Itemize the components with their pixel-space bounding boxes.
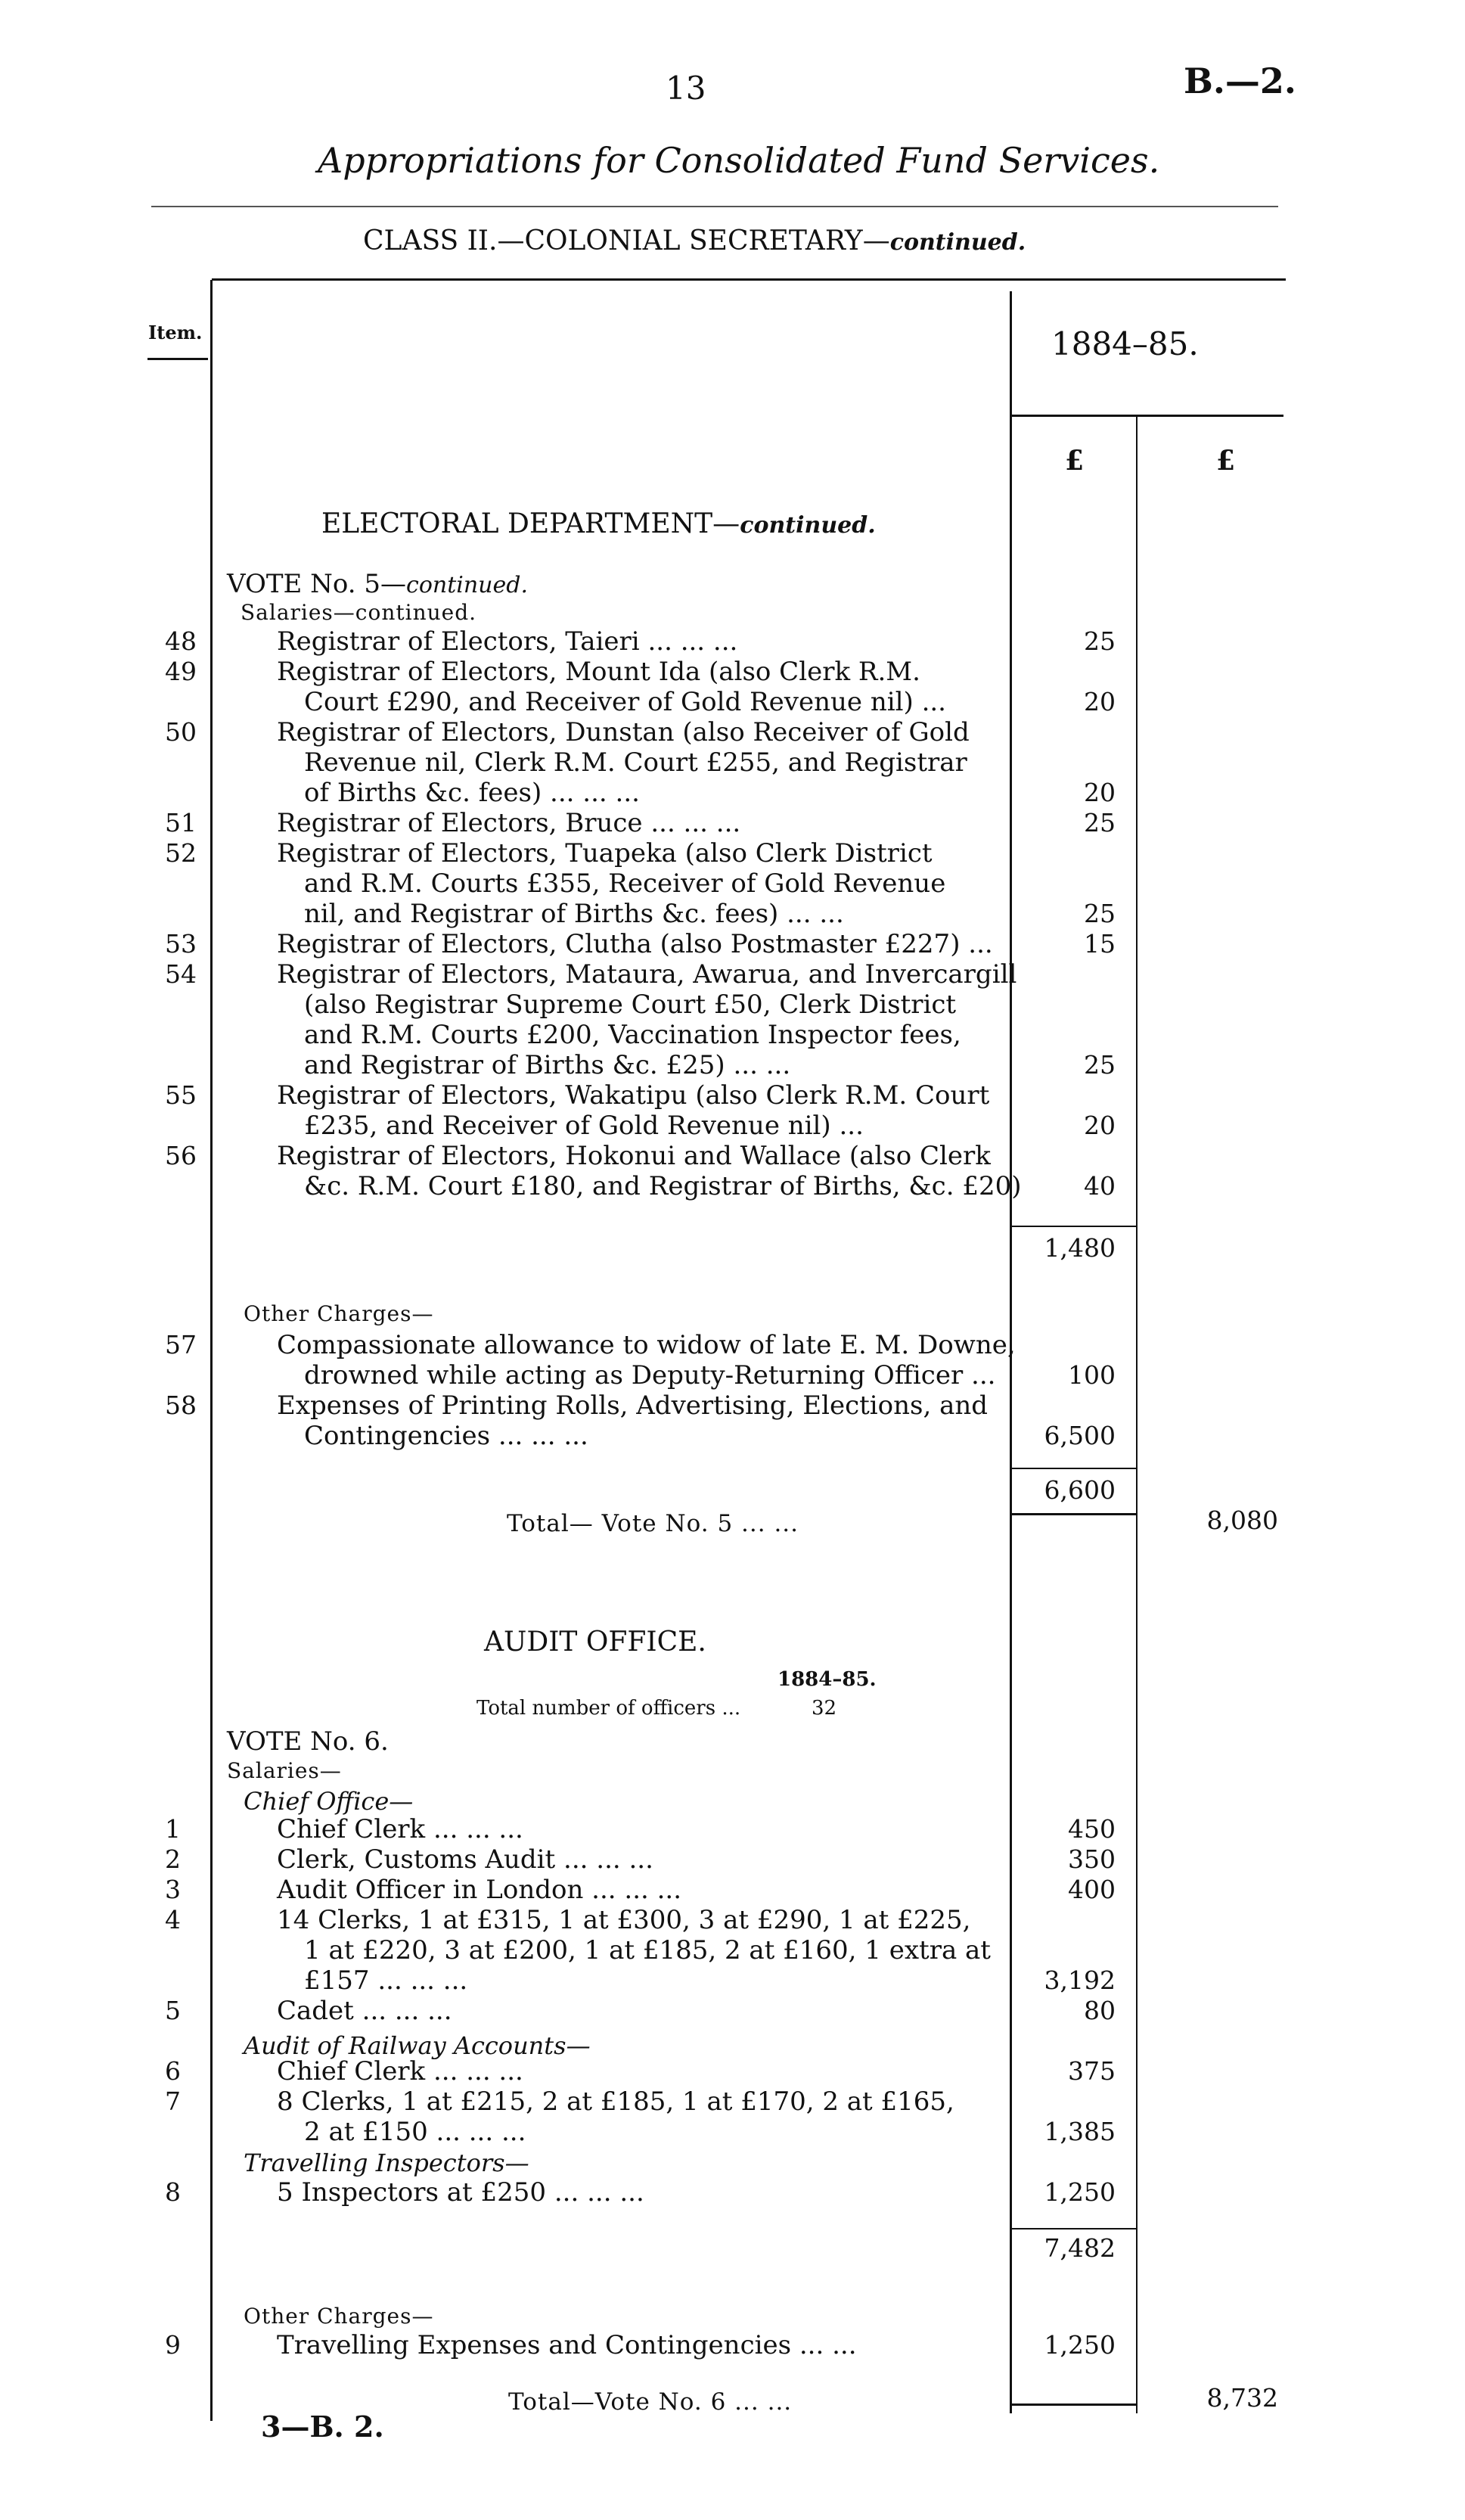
item-number: 56 (165, 1141, 197, 1170)
item-description-line: of Births &c. fees) ... ... ... (304, 778, 640, 808)
item-amount: 25 (1084, 808, 1116, 837)
electoral-salaries-subtotal-rule (1011, 1226, 1136, 1227)
item-description-line: Registrar of Electors, Clutha (also Postmaster £227) ... (277, 929, 993, 959)
audit-other-charges-label: Other Charges— (244, 2304, 434, 2329)
item-amount: 25 (1084, 626, 1116, 656)
item-description-line: Expenses of Printing Rolls, Advertising, Elections, and (277, 1391, 989, 1421)
audit-dept-title: AUDIT OFFICE. (484, 1627, 706, 1658)
audit-total: 8,732 (1206, 2383, 1278, 2413)
item-description-line: Clerk, Customs Audit ... ... ... (277, 1844, 653, 1875)
item-description-line: &c. R.M. Court £180, and Registrar of Births, &c. £20) (304, 1171, 1022, 1201)
item-number: 2 (165, 1844, 181, 1874)
item-amount: 40 (1084, 1171, 1116, 1201)
item-description-line: nil, and Registrar of Births &c. fees) ... ... (304, 899, 844, 929)
item-description-line: Registrar of Electors, Mataura, Awarua, and Invercargill (277, 959, 1017, 990)
electoral-dept-title (321, 508, 876, 539)
item-amount: 20 (1084, 1111, 1116, 1140)
electoral-vote-suffix: continued. (406, 572, 528, 598)
audit-total-rule (1011, 2403, 1136, 2406)
item-number: 57 (165, 1330, 197, 1359)
item-amount: 20 (1084, 687, 1116, 716)
class-title-suffix: continued. (889, 229, 1026, 256)
item-description-line: Chief Clerk ... ... ... (277, 1814, 523, 1844)
electoral-other-charges-label: Other Charges— (244, 1301, 434, 1326)
audit-officers-year: 1884–85. (778, 1668, 877, 1691)
year-header: 1884–85. (1051, 325, 1199, 362)
item-description-line: Registrar of Electors, Taieri ... ... ... (277, 626, 738, 657)
item-number: 5 (165, 1996, 181, 2025)
class-title-main: CLASS II.—COLONIAL SECRETARY— (363, 225, 890, 256)
item-number: 48 (165, 626, 197, 656)
audit-chief-office-label: Chief Office— (244, 1787, 414, 1816)
page-title: Appropriations for Consolidated Fund Services. (318, 140, 1160, 181)
item-number: 8 (165, 2177, 181, 2207)
audit-salaries-label: Salaries— (227, 1758, 342, 1783)
item-amount: 6,500 (1044, 1421, 1116, 1450)
item-description-line: Court £290, and Receiver of Gold Revenue nil) ... (304, 687, 946, 717)
item-amount: 25 (1084, 899, 1116, 928)
audit-railway-label: Audit of Railway Accounts— (244, 2031, 591, 2060)
item-number: 4 (165, 1905, 181, 1934)
item-description-line: 14 Clerks, 1 at £315, 1 at £300, 3 at £290, 1 at £225, (277, 1905, 971, 1935)
item-description-line: and R.M. Courts £355, Receiver of Gold Revenue (304, 868, 946, 899)
item-description-line: Registrar of Electors, Dunstan (also Receiver of Gold (277, 717, 970, 747)
item-amount: 20 (1084, 778, 1116, 807)
title-rule (151, 206, 1278, 207)
item-description-line: Cadet ... ... ... (277, 1996, 452, 2026)
item-amount: 1,385 (1044, 2117, 1116, 2146)
item-amount: 1,250 (1044, 2330, 1116, 2360)
item-number: 6 (165, 2056, 181, 2086)
audit-travelling-label: Travelling Inspectors— (244, 2149, 529, 2177)
item-number: 51 (165, 808, 197, 837)
electoral-total-rule (1011, 1513, 1136, 1515)
year-header-rule (1011, 415, 1283, 417)
electoral-salaries-subtotal: 1,480 (1044, 1233, 1116, 1263)
audit-vote-label: VOTE No. 6. (227, 1726, 389, 1757)
item-description-line: Compassionate allowance to widow of late E. M. Downe, (277, 1330, 1016, 1360)
item-number: 54 (165, 959, 197, 989)
electoral-dept-title-main: ELECTORAL DEPARTMENT— (321, 508, 740, 539)
item-description-line: 8 Clerks, 1 at £215, 2 at £185, 1 at £170, 2 at £165, (277, 2087, 954, 2117)
amount-subcolumn-divider (1136, 415, 1138, 2413)
item-amount: 1,250 (1044, 2177, 1116, 2207)
electoral-total-label: Total— Vote No. 5 ... ... (507, 1510, 799, 1537)
item-amount: 450 (1068, 1814, 1116, 1844)
item-column-header: Item. (148, 322, 203, 343)
electoral-vote-label (227, 569, 528, 599)
item-number: 1 (165, 1814, 181, 1844)
electoral-other-subtotal: 6,600 (1044, 1475, 1116, 1505)
item-number: 49 (165, 657, 197, 686)
item-description-line: (also Registrar Supreme Court £50, Clerk District (304, 990, 957, 1020)
item-description-line: and R.M. Courts £200, Vaccination Inspector fees, (304, 1020, 961, 1050)
item-header-rule (147, 358, 208, 360)
item-number: 50 (165, 717, 197, 747)
item-description-line: Contingencies ... ... ... (304, 1421, 588, 1451)
item-description-line: Chief Clerk ... ... ... (277, 2056, 523, 2087)
page-reference: B.—2. (1184, 61, 1296, 101)
item-number: 58 (165, 1391, 197, 1420)
pound-symbol-col2: £ (1216, 445, 1236, 477)
item-amount: 100 (1068, 1360, 1116, 1390)
item-column-divider (210, 280, 213, 2421)
item-description-line: drowned while acting as Deputy-Returning Officer ... (304, 1360, 996, 1391)
electoral-other-subtotal-rule (1011, 1468, 1136, 1469)
item-description-line: Audit Officer in London ... ... ... (277, 1875, 682, 1905)
item-number: 53 (165, 929, 197, 959)
item-description-line: 2 at £150 ... ... ... (304, 2117, 526, 2147)
audit-officers-label: Total number of officers ... (476, 1697, 741, 1720)
item-number: 55 (165, 1080, 197, 1110)
item-amount: 350 (1068, 1844, 1116, 1874)
item-number: 52 (165, 838, 197, 868)
item-description-line: 5 Inspectors at £250 ... ... ... (277, 2177, 644, 2208)
item-description-line: £157 ... ... ... (304, 1965, 468, 1996)
electoral-dept-title-suffix: continued. (740, 512, 876, 539)
item-number: 9 (165, 2330, 181, 2360)
electoral-vote-main: VOTE No. 5— (227, 569, 407, 599)
table-top-rule (212, 278, 1286, 281)
item-description-line: £235, and Receiver of Gold Revenue nil) ... (304, 1111, 864, 1141)
page-number: 13 (666, 70, 706, 107)
item-amount: 25 (1084, 1050, 1116, 1080)
item-amount: 400 (1068, 1875, 1116, 1904)
item-amount: 3,192 (1044, 1965, 1116, 1995)
pound-symbol-col1: £ (1065, 445, 1085, 477)
item-description-line: and Registrar of Births &c. £25) ... ... (304, 1050, 791, 1080)
item-description-line: 1 at £220, 3 at £200, 1 at £185, 2 at £160, 1 extra at (304, 1935, 991, 1965)
item-description-line: Registrar of Electors, Bruce ... ... ... (277, 808, 741, 838)
audit-salaries-subtotal: 7,482 (1044, 2233, 1116, 2263)
item-number: 3 (165, 1875, 181, 1904)
item-description-line: Registrar of Electors, Tuapeka (also Clerk District (277, 838, 933, 868)
electoral-salaries-label: Salaries—continued. (241, 600, 477, 625)
item-description-line: Registrar of Electors, Wakatipu (also Clerk R.M. Court (277, 1080, 990, 1111)
electoral-total: 8,080 (1206, 1505, 1278, 1535)
item-amount: 15 (1084, 929, 1116, 959)
item-amount: 375 (1068, 2056, 1116, 2086)
audit-total-label: Total—Vote No. 6 ... ... (508, 2388, 793, 2416)
item-description-line: Registrar of Electors, Mount Ida (also Clerk R.M. (277, 657, 920, 687)
audit-salaries-subtotal-rule (1011, 2228, 1136, 2229)
item-description-line: Revenue nil, Clerk R.M. Court £255, and Registrar (304, 747, 967, 778)
item-description-line: Travelling Expenses and Contingencies ... ... (277, 2330, 857, 2360)
item-number: 7 (165, 2087, 181, 2116)
item-description-line: Registrar of Electors, Hokonui and Wallace (also Clerk (277, 1141, 991, 1171)
audit-officers-count: 32 (812, 1697, 837, 1720)
item-amount: 80 (1084, 1996, 1116, 2025)
footer-signature: 3—B. 2. (261, 2410, 384, 2444)
class-title (363, 225, 1026, 256)
